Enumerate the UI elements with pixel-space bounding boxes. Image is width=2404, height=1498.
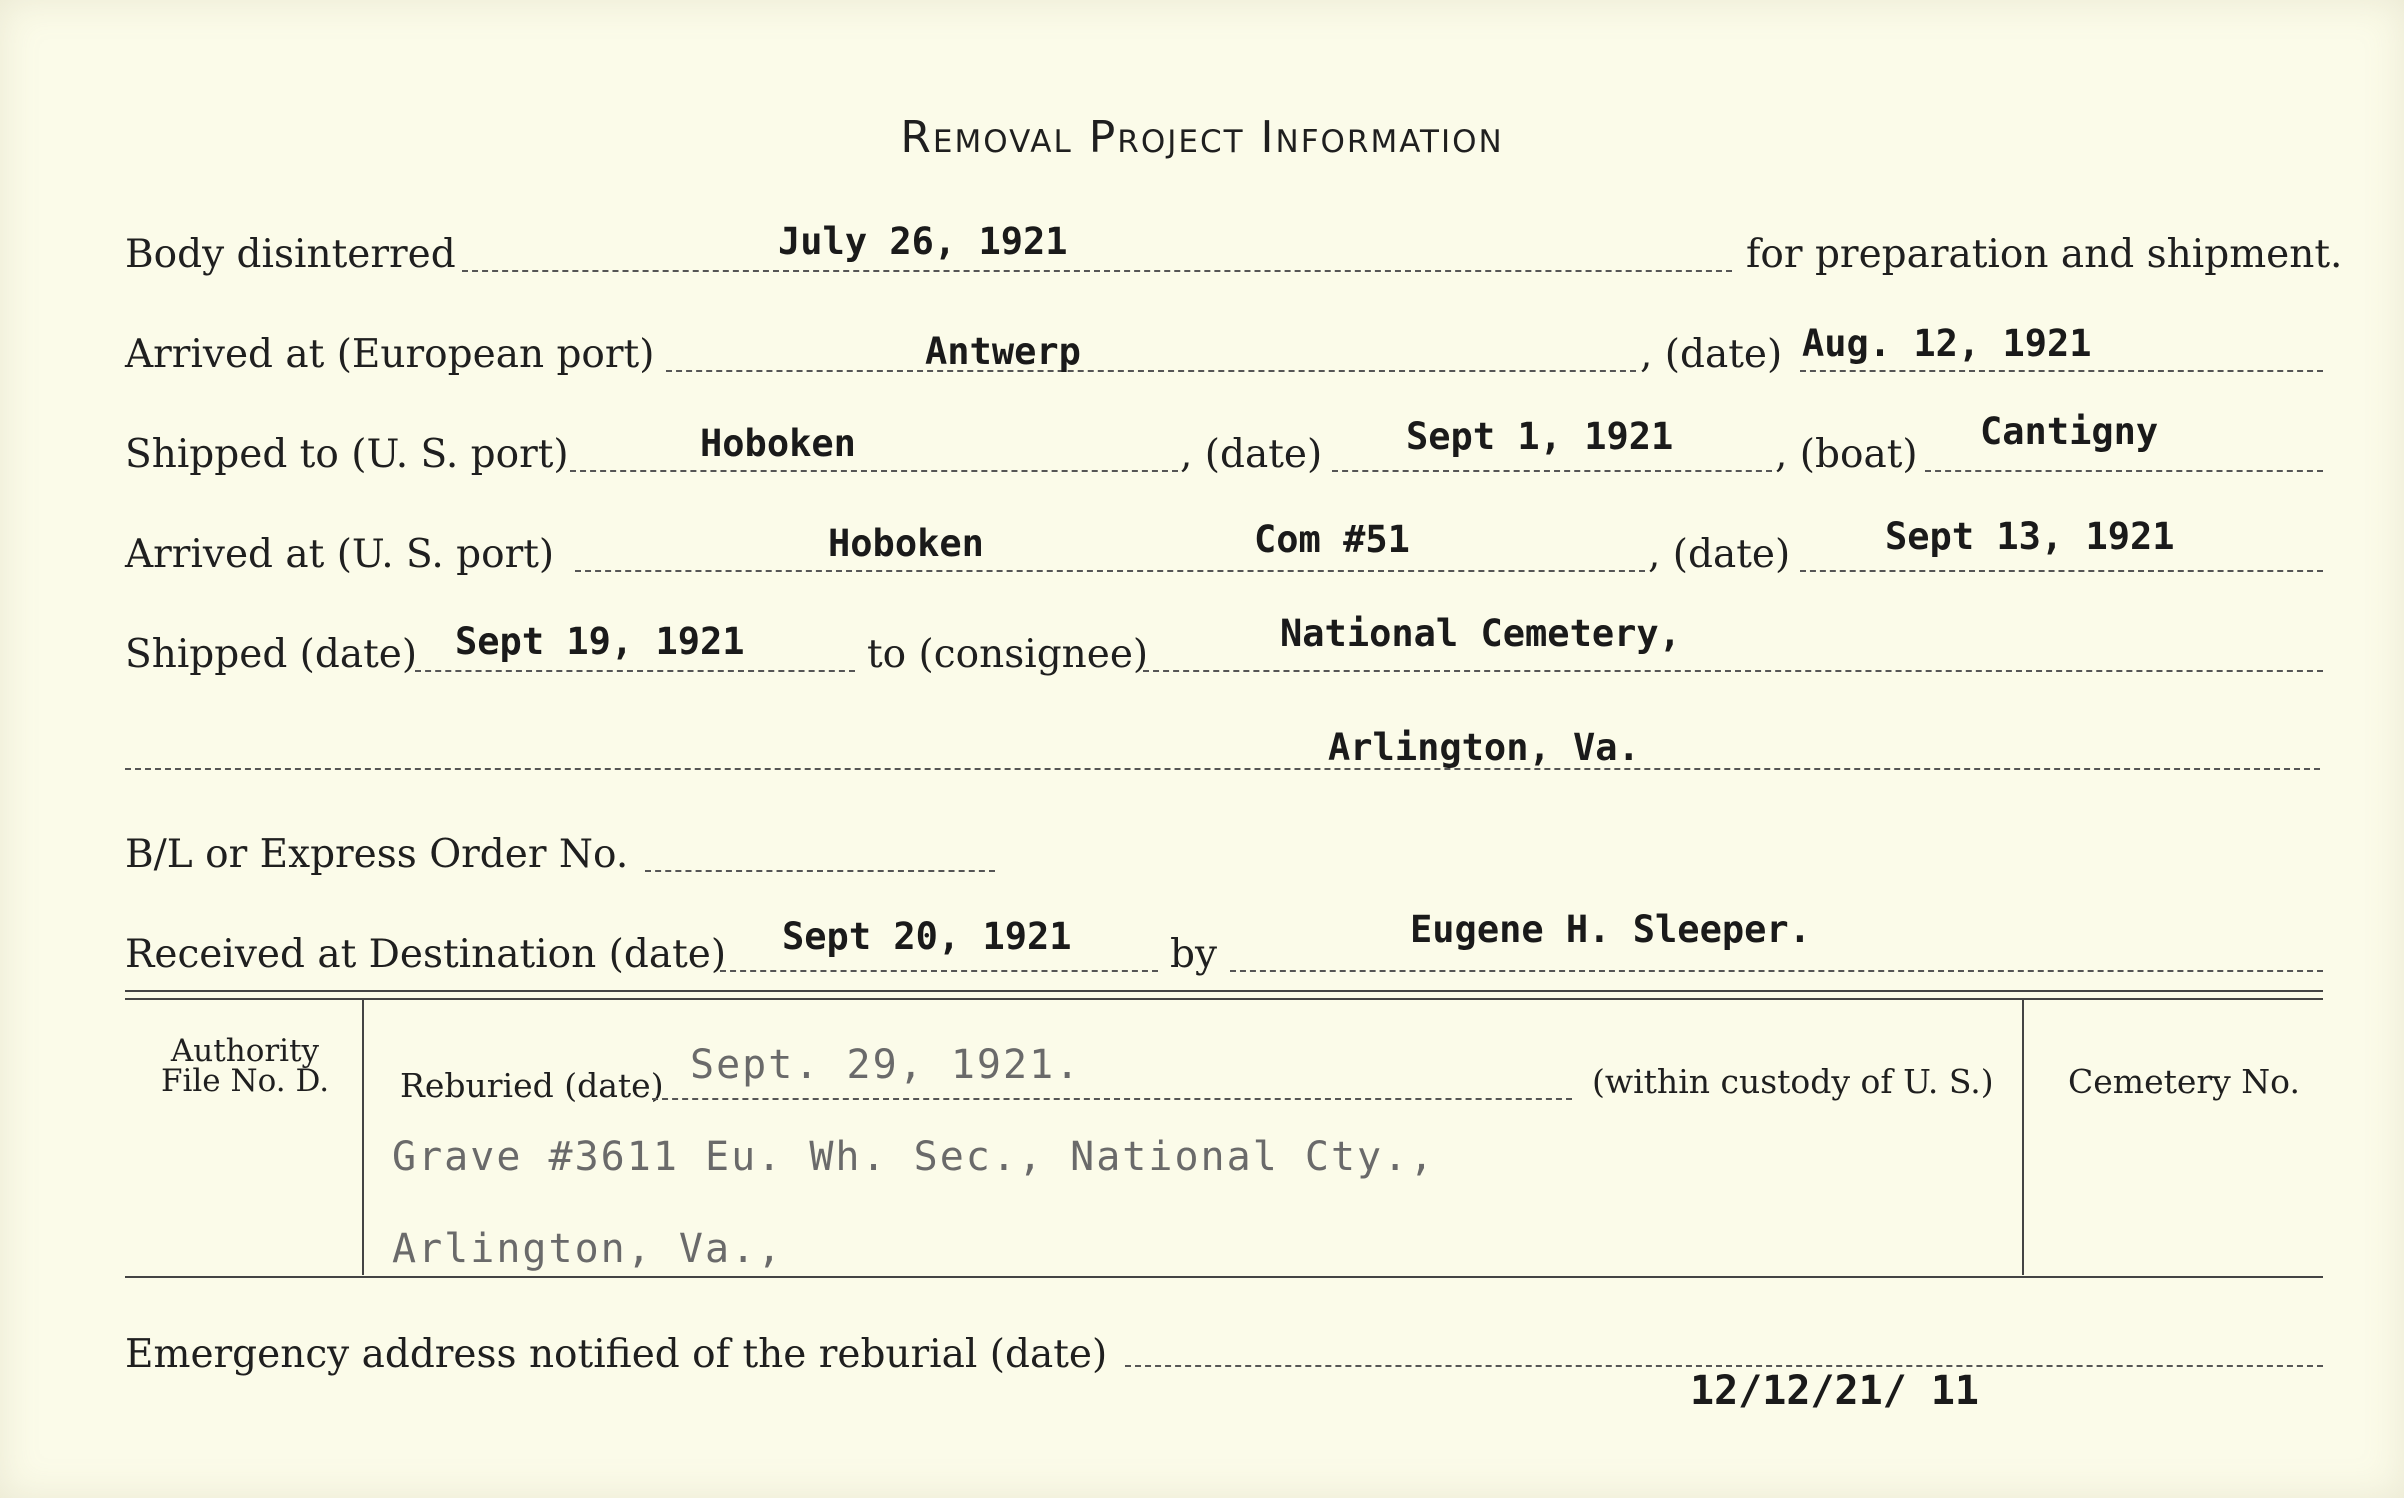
line-us-port-arrived <box>575 570 1645 572</box>
line-arrived-date <box>1800 570 2323 572</box>
rule-top-2 <box>125 998 2323 1000</box>
line-european-port <box>666 370 1636 372</box>
label-bl-order: B/L or Express Order No. <box>125 832 629 877</box>
value-us-port-shipped: Hoboken <box>700 422 856 465</box>
label-authority <box>140 1033 350 1099</box>
line-received-by <box>1230 970 2323 972</box>
line-boat <box>1925 470 2323 472</box>
value-shipped-out-date: Sept 19, 1921 <box>455 620 745 663</box>
value-received-by: Eugene H. Sleeper. <box>1410 908 1811 951</box>
value-grave-line2: Arlington, Va., <box>392 1226 784 1272</box>
label-date-3: , (date) <box>1648 532 1791 577</box>
label-date-2: , (date) <box>1180 432 1323 477</box>
label-emergency: Emergency address notified of the reburial (date) <box>125 1332 1108 1377</box>
label-authority-line2: File No. D. <box>160 1063 330 1099</box>
value-boat: Cantigny <box>1980 410 2159 453</box>
value-european-port: Antwerp <box>925 330 1081 373</box>
label-shipped-date: Shipped (date) <box>125 632 418 677</box>
line-bl-order <box>645 870 995 872</box>
label-body-disinterred: Body disinterred <box>125 232 456 277</box>
line-us-port-shipped <box>570 470 1178 472</box>
value-arrived-date: Sept 13, 1921 <box>1885 515 2175 558</box>
value-consignee-line1: National Cemetery, <box>1280 612 1681 655</box>
value-consignee-line2: Arlington, Va. <box>1328 726 1640 769</box>
line-shipped-out-date <box>415 670 855 672</box>
line-received-date <box>720 970 1158 972</box>
value-reburied-date: Sept. 29, 1921. <box>690 1042 1082 1088</box>
value-grave-line1: Grave #3611 Eu. Wh. Sec., National Cty., <box>392 1134 1436 1180</box>
label-boat: , (boat) <box>1775 432 1918 477</box>
value-disinterred-date: July 26, 1921 <box>778 220 1068 263</box>
label-cemetery-no: Cemetery No. <box>2068 1062 2300 1101</box>
rule-top-1 <box>125 990 2323 992</box>
rule-bottom <box>125 1276 2323 1278</box>
line-reburied-date <box>652 1098 1572 1100</box>
label-by: by <box>1170 932 1217 977</box>
label-arrived-european: Arrived at (European port) <box>125 332 655 377</box>
value-emergency-date: 12/12/21/ 11 <box>1690 1368 1979 1414</box>
line-body-disinterred <box>462 270 1732 272</box>
label-arrived-us: Arrived at (U. S. port) <box>125 532 555 577</box>
label-received-dest: Received at Destination (date) <box>125 932 727 977</box>
value-us-port-arrived: Hoboken <box>828 522 984 565</box>
line-consignee <box>1143 670 2323 672</box>
label-to-consignee: to (consignee) <box>867 632 1149 677</box>
label-authority-line1: Authority <box>170 1033 320 1069</box>
divider-left <box>362 1000 364 1275</box>
label-custody: (within custody of U. S.) <box>1592 1062 1994 1101</box>
label-for-preparation: for preparation and shipment. <box>1746 232 2343 277</box>
value-com-no: Com #51 <box>1254 518 1410 561</box>
form-title: Removal Project Information <box>900 112 1504 163</box>
line-shipped-date <box>1332 470 1772 472</box>
line-consignee-2 <box>125 768 2320 770</box>
label-date-1: , (date) <box>1640 332 1783 377</box>
value-received-date: Sept 20, 1921 <box>782 915 1072 958</box>
line-emergency <box>1125 1365 2323 1367</box>
value-shipped-date: Sept 1, 1921 <box>1406 415 1674 458</box>
divider-right <box>2022 1000 2024 1275</box>
line-european-date <box>1800 370 2323 372</box>
label-shipped-to-us: Shipped to (U. S. port) <box>125 432 569 477</box>
label-reburied: Reburied (date) <box>400 1066 664 1105</box>
value-european-date: Aug. 12, 1921 <box>1802 322 2092 365</box>
